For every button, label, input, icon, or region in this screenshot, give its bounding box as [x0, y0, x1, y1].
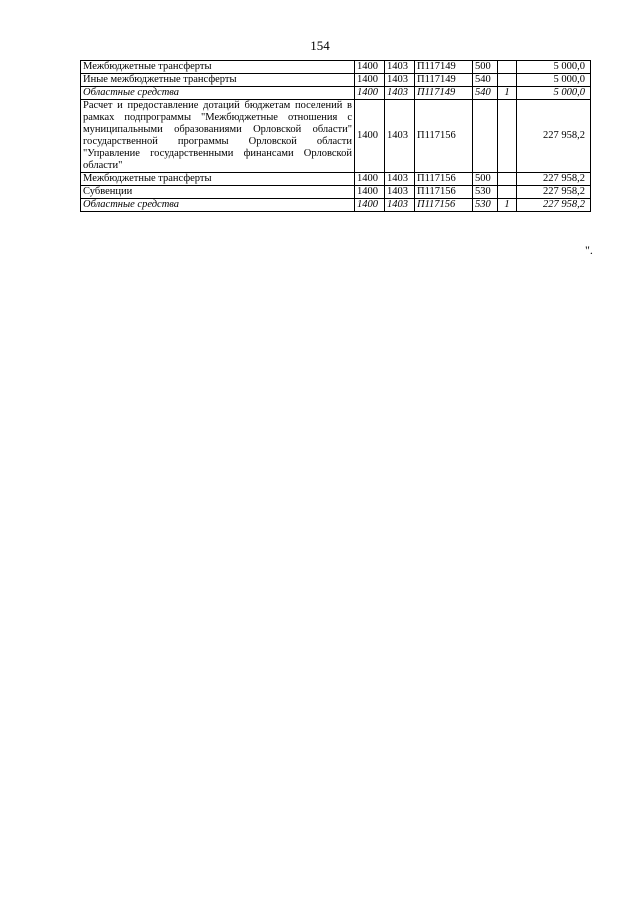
row-kbk [498, 173, 517, 186]
row-amount: 227 958,2 [517, 199, 591, 212]
table-row [81, 87, 591, 100]
row-kbk: 1 [498, 199, 517, 212]
row-podrazdel: 1403 [385, 186, 415, 199]
row-podrazdel: 1403 [385, 100, 415, 173]
row-podrazdel: 1403 [385, 87, 415, 100]
row-csr: П117149 [415, 87, 473, 100]
row-name: Областные средства [81, 199, 355, 212]
table-row [81, 199, 591, 212]
row-amount: 5 000,0 [517, 74, 591, 87]
row-amount: 227 958,2 [517, 173, 591, 186]
row-kbk [498, 100, 517, 173]
row-kbk: 1 [498, 87, 517, 100]
row-name: Межбюджетные трансферты [81, 61, 355, 74]
row-csr: П117149 [415, 61, 473, 74]
row-amount: 5 000,0 [517, 87, 591, 100]
row-kbk [498, 74, 517, 87]
row-podrazdel: 1403 [385, 61, 415, 74]
row-name: Областные средства [81, 87, 355, 100]
row-podrazdel: 1403 [385, 74, 415, 87]
table-row [81, 173, 591, 186]
row-podrazdel: 1403 [385, 173, 415, 186]
row-razdel: 1400 [355, 100, 385, 173]
row-vr: 530 [473, 199, 498, 212]
row-podrazdel: 1403 [385, 199, 415, 212]
row-razdel: 1400 [355, 87, 385, 100]
row-razdel: 1400 [355, 61, 385, 74]
row-csr: П117156 [415, 199, 473, 212]
row-amount: 227 958,2 [517, 100, 591, 173]
row-razdel: 1400 [355, 173, 385, 186]
row-csr: П117156 [415, 173, 473, 186]
row-vr: 540 [473, 74, 498, 87]
table-row [81, 186, 591, 199]
table-row [81, 74, 591, 87]
row-vr: 540 [473, 87, 498, 100]
row-csr: П117156 [415, 100, 473, 173]
row-csr: П117149 [415, 74, 473, 87]
row-kbk [498, 61, 517, 74]
row-vr: 530 [473, 186, 498, 199]
row-amount: 227 958,2 [517, 186, 591, 199]
row-vr: 500 [473, 173, 498, 186]
budget-table [80, 60, 591, 212]
row-razdel: 1400 [355, 199, 385, 212]
row-name: Субвенции [81, 186, 355, 199]
row-name: Межбюджетные трансферты [81, 173, 355, 186]
row-name: Иные межбюджетные трансферты [81, 74, 355, 87]
table-row [81, 100, 591, 173]
row-name: Расчет и предоставление дотаций бюджетам поселений в рамках подпрограммы "Межбюджетные отношения с муниципальными образованиями Орловской области" государственной программы Орловской области "Управление государственными финансами Орловской области" [81, 100, 355, 173]
page-number: 154 [310, 38, 330, 53]
closing-quote-mark: ". [585, 243, 593, 257]
row-razdel: 1400 [355, 186, 385, 199]
row-razdel: 1400 [355, 74, 385, 87]
table-row [81, 61, 591, 74]
row-amount: 5 000,0 [517, 61, 591, 74]
row-vr [473, 100, 498, 173]
row-csr: П117156 [415, 186, 473, 199]
row-vr: 500 [473, 61, 498, 74]
row-kbk [498, 186, 517, 199]
